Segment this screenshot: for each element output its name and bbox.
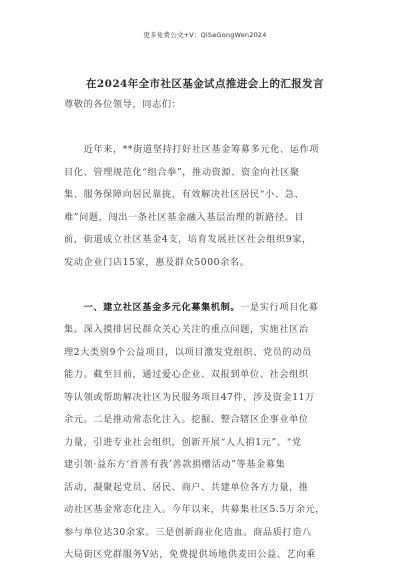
header-note: 更多免费公文+V：QiSeGongWen2024 bbox=[143, 31, 267, 39]
body-line bbox=[64, 319, 360, 342]
body-text: 活动，凝聚起党员、居民、商户、共建单位各方力量，推 bbox=[64, 481, 309, 493]
body-line bbox=[64, 387, 360, 410]
body-line bbox=[64, 184, 360, 207]
body-text: 能力。截至目前，通过爱心企业、双报到单位、社会组织 bbox=[64, 369, 309, 380]
body-line bbox=[64, 544, 360, 567]
body-text: 尊敬的各位领导，同志们： bbox=[64, 99, 182, 110]
document-title: 在2024年全市社区基金试点推进会上的汇报发言 bbox=[86, 78, 324, 90]
body-text: 发动企业门店15家，惠及群众5000余名。 bbox=[64, 256, 250, 268]
body-line bbox=[64, 409, 360, 432]
body-text: 集、服务保障向居民靠拢，有效解决社区居民“小、急、 bbox=[64, 189, 305, 200]
body-text: 一是实行项目化募 bbox=[240, 301, 319, 313]
body-text: 大局街区党群服务V站，免费提供场地供麦田公益、艺向乘 bbox=[64, 549, 316, 560]
body-line bbox=[64, 94, 360, 117]
body-line bbox=[64, 342, 360, 365]
body-text: 前，街道成立社区基金4支，培育发展社区社会组织9家， bbox=[64, 234, 312, 245]
document-body bbox=[64, 94, 360, 567]
indent bbox=[64, 144, 84, 155]
body-text: 目化、管理规范化“组合拳”，推动资源、资金向社区聚 bbox=[64, 166, 300, 178]
body-line bbox=[64, 252, 360, 275]
body-text: 等认领或帮助解决社区为民服务项目47件，涉及资金11万 bbox=[64, 391, 315, 403]
body-line bbox=[64, 364, 360, 387]
body-line bbox=[64, 522, 360, 545]
body-text: 参与单位达30余家。三是创新商业化造血。商品质打造八 bbox=[64, 526, 312, 538]
body-text: 理2大类别9个公益项目，以项目激发党组织、党员的动员 bbox=[64, 346, 312, 358]
body-text: 集。深入摸排居民群众关心关注的重点问题，实施社区治 bbox=[64, 324, 309, 335]
body-line bbox=[64, 499, 360, 522]
body-line bbox=[64, 477, 360, 500]
body-line bbox=[64, 139, 360, 162]
body-line bbox=[64, 162, 360, 185]
body-line bbox=[64, 454, 360, 477]
body-text: 动社区基金常态化注入。今年以来，共募集社区5.5万余元， bbox=[64, 504, 326, 515]
indent bbox=[64, 302, 84, 313]
body-line bbox=[64, 117, 360, 140]
body-text: 难”问题，闯出一条社区基金融入基层治理的新路径。目 bbox=[64, 211, 305, 223]
body-line bbox=[64, 229, 360, 252]
body-line bbox=[64, 274, 360, 297]
body-line bbox=[64, 297, 360, 320]
body-text: 建引领·益东方‘首善有我’善款捐赠活动”等基金募集 bbox=[64, 459, 286, 470]
body-text: 近年来，**街道坚持打好社区基金筹募多元化、运作项 bbox=[83, 144, 320, 155]
body-line bbox=[64, 432, 360, 455]
section-heading: 一、建立社区基金多元化募集机制。 bbox=[83, 301, 241, 313]
body-text: 余元。二是推动常态化注入。挖掘、整合辖区企事业单位 bbox=[64, 414, 309, 425]
body-line bbox=[64, 207, 360, 230]
body-text: 力量，引进专业社会组织，创新开展“人人捐1元”、“党 bbox=[64, 436, 302, 448]
